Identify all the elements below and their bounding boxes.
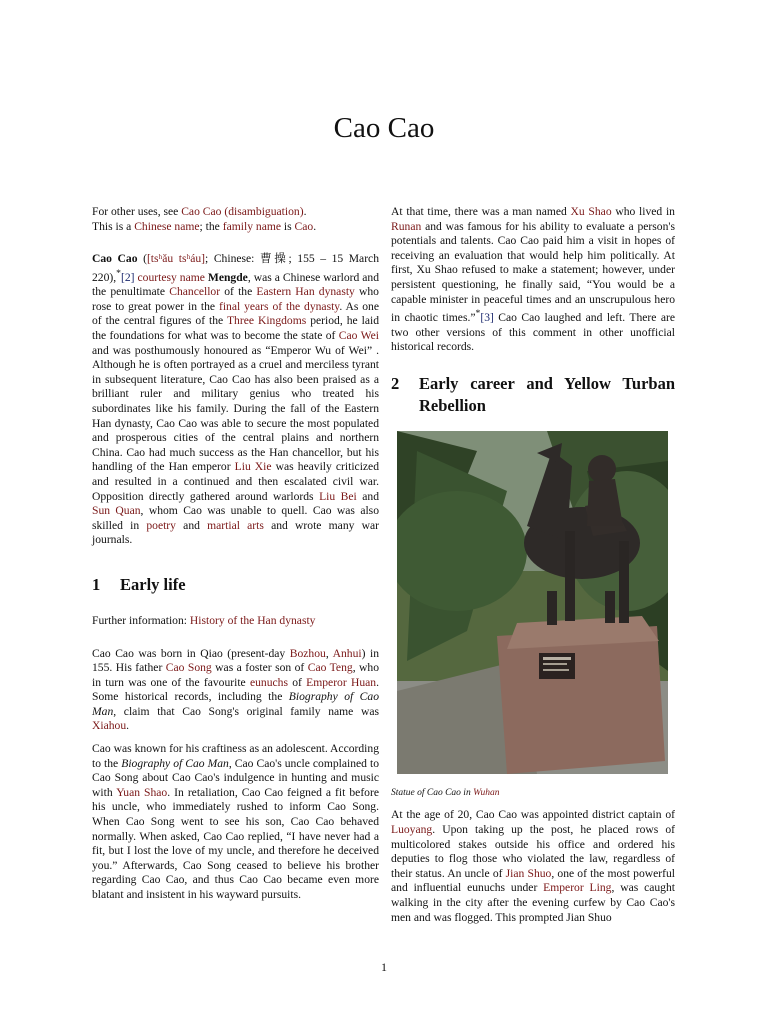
link-sun-quan[interactable]: Sun Quan <box>92 504 141 518</box>
left-column <box>92 205 379 911</box>
early-life-paragraph-1: Cao Cao was born in Qiao (present-day Bozhou, Anhui) in 155. His father Cao Song was a foster son of Cao Teng, who in turn was one of the favourite eunuchs of Emperor Huan. Some historical records, including the Biography of Cao Man, claim that Cao Song's original family name was Xiahou. <box>92 646 379 733</box>
image-caption: Statue of Cao Cao in Wuhan <box>391 787 500 798</box>
hatnote-disambiguation: For other uses, see Cao Cao (disambiguation). <box>92 205 307 218</box>
link-runan[interactable]: Runan <box>391 219 422 233</box>
section-heading-early-life: 1 Early life <box>92 574 186 594</box>
footnote-asterisk: * <box>475 308 481 320</box>
page-number: 1 <box>381 960 387 974</box>
hatnote-chinese-name: This is a Chinese name; the family name is Cao. <box>92 219 317 233</box>
chinese-characters: 曹操 <box>259 252 289 266</box>
statue-photo-illustration <box>397 431 668 774</box>
link-xu-shao[interactable]: Xu Shao <box>570 205 612 218</box>
link-cao-song[interactable]: Cao Song <box>165 661 212 675</box>
link-cao[interactable]: Cao <box>294 219 314 233</box>
link-family-name[interactable]: family name <box>222 219 282 233</box>
intro-name: Cao Cao <box>92 252 138 266</box>
xu-shao-paragraph: At that time, there was a man named Xu Shao who lived in Runan and was famous for his ability to evaluate a person's potentials and talents. Cao Cao paid him a visit in hopes of receiving an evaluation that would help him politically. At first, Xu Shao refused to make a statement; however, under persistent questioning, he finally said, “You would be a capable minister in peaceful times and an unscrupulous hero in chaotic times.”*[3] Cao Cao laughed and left. There are two other versions of this comment in other unofficial historical records. <box>391 205 675 354</box>
link-cao-wei[interactable]: Cao Wei <box>338 329 379 343</box>
link-courtesy-name[interactable]: courtesy name <box>137 270 205 284</box>
link-emperor-huan[interactable]: Emperor Huan <box>306 675 377 689</box>
early-career-paragraph: At the age of 20, Cao Cao was appointed district captain of Luoyang. Upon taking up the post, he placed rows of multicolored stakes outside his office and ordered his deputies to flog those who violated the law, regardless of their status. An uncle of Jian Shuo, one of the most powerful and influential eunuchs under Emperor Ling, was caught walking in the city after the evening curfew by Cao Cao's men and was flogged. This prompted Jian Shuo <box>391 808 676 924</box>
link-yuan-shao[interactable]: Yuan Shao <box>116 785 168 799</box>
link-xiahou[interactable]: Xiahou <box>92 719 127 733</box>
link-eunuchs[interactable]: eunuchs <box>249 675 288 689</box>
link-wuhan[interactable]: Wuhan <box>473 787 500 798</box>
link-emperor-ling[interactable]: Emperor Ling <box>543 881 612 895</box>
link-history-han-dynasty[interactable]: History of the Han dynasty <box>189 613 316 627</box>
link-liu-bei[interactable]: Liu Bei <box>319 489 357 503</box>
footnote-asterisk: * <box>116 267 121 279</box>
courtesy-name-mengde: Mengde <box>207 270 248 284</box>
link-cao-cao-disambiguation[interactable]: Cao Cao (disambiguation) <box>181 205 304 218</box>
link-final-years[interactable]: final years of the dynasty <box>218 299 340 313</box>
ref-3[interactable]: [3] <box>480 311 494 325</box>
link-poetry[interactable]: poetry <box>146 518 176 532</box>
early-life-paragraph-2: Cao was known for his craftiness as an adolescent. According to the Biography of Cao Man, Cao Cao's uncle complained to Cao Song about Cao Cao's indulgence in hunting and music with Yuan Shao. In retaliation, Cao Cao feigned a fit before his uncle, who immediately rushed to inform Cao Song. When Cao Song went to see his son, Cao Cao behaved normally. When asked, Cao Cao replied, “I have never had a fit, but I lost the love of my uncle, and therefore he deceived you.” Afterwards, Cao Song ceased to believe his brother regarding Cao Cao, and thus Cao Cao became even more blatant and insistent in his wayward pursuits. <box>92 742 379 902</box>
further-information: Further information: History of the Han dynasty <box>92 613 316 627</box>
link-jian-shuo[interactable]: Jian Shuo <box>505 866 552 880</box>
link-three-kingdoms[interactable]: Three Kingdoms <box>226 314 307 328</box>
link-chancellor[interactable]: Chancellor <box>169 285 221 299</box>
link-liu-xie[interactable]: Liu Xie <box>234 460 272 474</box>
statue-of-cao-cao-image <box>397 431 668 774</box>
right-column <box>391 205 675 933</box>
link-pronunciation[interactable]: [tsʰǎu tsʰáu] <box>146 252 206 266</box>
link-cao-teng[interactable]: Cao Teng <box>307 661 353 675</box>
section-heading-early-career: 2 Early career and Yellow Turban Rebellion <box>391 373 675 415</box>
link-bozhou[interactable]: Bozhou <box>289 646 326 660</box>
page-title: Cao Cao <box>333 112 435 144</box>
link-martial-arts[interactable]: martial arts <box>207 518 264 532</box>
link-chinese-name[interactable]: Chinese name <box>134 219 200 233</box>
intro-paragraph: Cao Cao ([tsʰǎu tsʰáu]; Chinese: 曹操; 155 – 15 March 220),*[2] courtesy name Mengde, was a Chinese warlord and the penultimate Chancellor of the Eastern Han dynasty who rose to great power in the final years of the dynasty. As one of the central figures of the Three Kingdoms period, he laid the foundations for what was to become the state of Cao Wei and was posthumously honoured as “Emperor Wu of Wei” . Although he is often portrayed as a cruel and merciless tyrant in subsequent literature, Cao Cao has also been praised as a brilliant ruler and military genius who treated his subordinates like his family. During the fall of the Eastern Han dynasty, Cao Cao was able to secure the most populated and prosperous cities of the central plains and northern China. Cao had much success as the Han chancellor, but his handling of the Han emperor Liu Xie was heavily criticized and resulted in a continued and then escalated civil war. Opposition directly gathered around warlords Liu Bei and Sun Quan, whom Cao was unable to quell. Cao was also skilled in poetry and martial arts and wrote many war journals. <box>92 252 380 547</box>
link-luoyang[interactable]: Luoyang <box>391 822 433 836</box>
link-anhui[interactable]: Anhui <box>332 646 362 660</box>
ref-2[interactable]: [2] <box>120 270 135 284</box>
link-eastern-han[interactable]: Eastern Han dynasty <box>256 285 355 299</box>
